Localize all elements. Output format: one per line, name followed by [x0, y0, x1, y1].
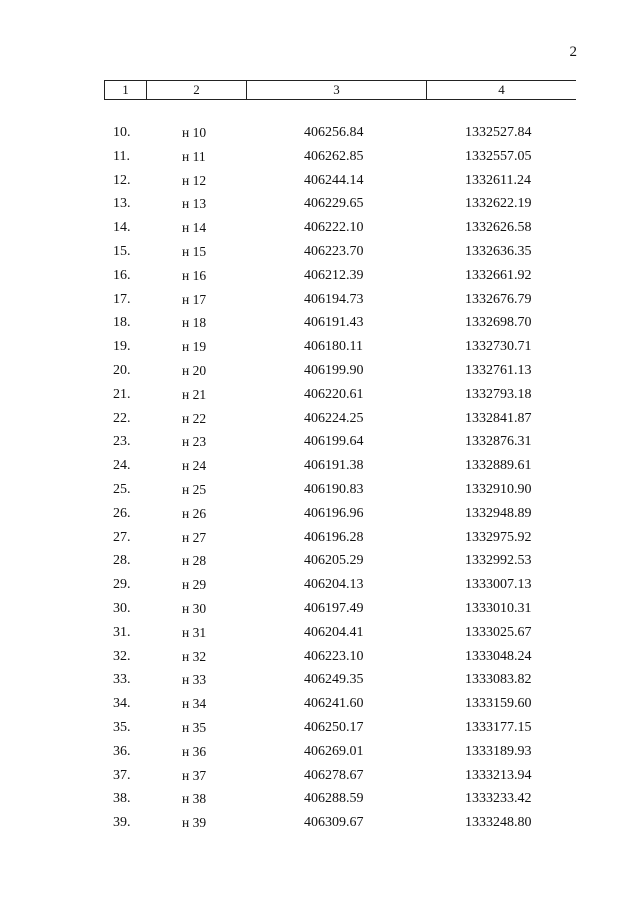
row-number: 16. — [113, 267, 131, 283]
coordinate-x: 406205.29 — [304, 553, 364, 569]
table-row — [104, 216, 576, 240]
point-label: н 13 — [182, 196, 207, 212]
point-label: н 25 — [182, 481, 207, 497]
point-label: н 37 — [182, 767, 207, 783]
coordinate-x: 406180.11 — [304, 339, 363, 355]
row-number: 34. — [113, 696, 131, 712]
point-label: н 12 — [182, 172, 207, 188]
coordinate-x: 406241.60 — [304, 696, 364, 712]
header-col-4: 4 — [426, 81, 576, 99]
coordinate-y: 1333189.93 — [465, 743, 532, 759]
coordinate-y: 1333010.31 — [465, 600, 532, 616]
coordinate-y: 1332626.58 — [465, 220, 532, 236]
point-label: н 29 — [182, 577, 207, 593]
point-label: н 15 — [182, 243, 207, 259]
header-col-3: 3 — [246, 81, 426, 99]
coordinate-x: 406196.96 — [304, 505, 364, 521]
coordinate-x: 406204.13 — [304, 577, 364, 593]
coordinate-y: 1332527.84 — [465, 125, 532, 140]
coordinate-x: 406229.65 — [304, 196, 364, 212]
table-row — [104, 359, 576, 383]
point-label: н 23 — [182, 434, 207, 450]
coordinate-x: 406249.35 — [304, 672, 364, 688]
coordinate-x: 406224.25 — [304, 410, 364, 426]
coordinate-x: 406220.61 — [304, 386, 364, 402]
table-row — [104, 740, 576, 764]
coordinate-y: 1332992.53 — [465, 553, 532, 569]
header-col-2: 2 — [146, 81, 246, 99]
page-number: 2 — [569, 44, 577, 60]
coordinate-x: 406194.73 — [304, 291, 364, 307]
row-number: 38. — [113, 791, 131, 807]
row-number: 33. — [113, 672, 131, 688]
table-row — [104, 383, 576, 407]
row-number: 22. — [113, 410, 131, 426]
table-row — [104, 407, 576, 431]
coordinate-x: 406222.10 — [304, 220, 364, 236]
coordinate-x: 406223.10 — [304, 648, 364, 664]
point-label: н 16 — [182, 267, 207, 283]
coordinate-y: 1333048.24 — [465, 648, 532, 664]
table-row — [104, 787, 576, 811]
coordinate-x: 406256.84 — [304, 125, 364, 140]
point-label: н 11 — [182, 148, 206, 164]
table-row — [104, 645, 576, 669]
row-number: 23. — [113, 434, 131, 450]
coordinate-x: 406288.59 — [304, 791, 364, 807]
row-number: 11. — [113, 148, 130, 164]
point-label: н 31 — [182, 624, 207, 640]
coordinate-y: 1333177.15 — [465, 719, 532, 735]
point-label: н 33 — [182, 672, 207, 688]
coordinate-x: 406190.83 — [304, 481, 364, 497]
table-row — [104, 597, 576, 621]
coordinate-y: 1332730.71 — [465, 339, 532, 355]
table-row — [104, 240, 576, 264]
coordinate-x: 406191.43 — [304, 315, 364, 331]
coordinate-y: 1333007.13 — [465, 577, 532, 593]
coordinate-y: 1332876.31 — [465, 434, 532, 450]
table-row — [104, 145, 576, 169]
row-number: 29. — [113, 577, 131, 593]
coordinate-x: 406262.85 — [304, 148, 364, 164]
point-label: н 36 — [182, 743, 207, 759]
row-number: 14. — [113, 220, 131, 236]
coordinate-x: 406269.01 — [304, 743, 364, 759]
coordinate-y: 1332761.13 — [465, 362, 532, 378]
coordinates-table-body — [104, 121, 576, 835]
table-row — [104, 264, 576, 288]
row-number: 30. — [113, 600, 131, 616]
table-row — [104, 811, 576, 835]
coordinate-y: 1332636.35 — [465, 243, 532, 259]
coordinate-x: 406191.38 — [304, 458, 364, 474]
point-label: н 21 — [182, 386, 207, 402]
point-label: н 32 — [182, 648, 207, 664]
coordinate-y: 1332793.18 — [465, 386, 532, 402]
row-number: 36. — [113, 743, 131, 759]
point-label: н 17 — [182, 291, 207, 307]
table-row — [104, 430, 576, 454]
coordinate-y: 1332975.92 — [465, 529, 532, 545]
table-row — [104, 478, 576, 502]
point-label: н 30 — [182, 600, 207, 616]
coordinate-y: 1332622.19 — [465, 196, 532, 212]
row-number: 19. — [113, 339, 131, 355]
coordinate-y: 1333233.42 — [465, 791, 532, 807]
table-row — [104, 692, 576, 716]
coordinate-x: 406199.90 — [304, 362, 364, 378]
row-number: 17. — [113, 291, 131, 307]
table-row — [104, 549, 576, 573]
table-row — [104, 668, 576, 692]
row-number: 12. — [113, 172, 131, 188]
point-label: н 14 — [182, 220, 207, 236]
row-number: 15. — [113, 243, 131, 259]
table-row — [104, 169, 576, 193]
coordinate-y: 1333083.82 — [465, 672, 532, 688]
coordinate-y: 1333159.60 — [465, 696, 532, 712]
coordinate-x: 406278.67 — [304, 767, 364, 783]
coordinate-y: 1332910.90 — [465, 481, 532, 497]
table-row — [104, 502, 576, 526]
row-number: 27. — [113, 529, 131, 545]
point-label: н 19 — [182, 339, 207, 355]
table-row — [104, 121, 576, 145]
coordinate-x: 406250.17 — [304, 719, 364, 735]
table-header — [104, 80, 576, 100]
row-number: 39. — [113, 815, 131, 831]
row-number: 13. — [113, 196, 131, 212]
table-row — [104, 454, 576, 478]
coordinate-y: 1332676.79 — [465, 291, 532, 307]
row-number: 31. — [113, 624, 131, 640]
coordinate-x: 406204.41 — [304, 624, 364, 640]
point-label: н 38 — [182, 791, 207, 807]
point-label: н 34 — [182, 696, 207, 712]
table-row — [104, 621, 576, 645]
point-label: н 24 — [182, 458, 207, 474]
table-row — [104, 288, 576, 312]
point-label: н 28 — [182, 553, 207, 569]
point-label: н 22 — [182, 410, 207, 426]
header-col-1: 1 — [104, 81, 146, 99]
coordinate-y: 1333025.67 — [465, 624, 532, 640]
coordinate-y: 1332841.87 — [465, 410, 532, 426]
coordinate-x: 406244.14 — [304, 172, 364, 188]
point-label: н 18 — [182, 315, 207, 331]
row-number: 28. — [113, 553, 131, 569]
coordinate-x: 406223.70 — [304, 243, 364, 259]
table-row — [104, 192, 576, 216]
coordinate-x: 406212.39 — [304, 267, 364, 283]
coordinate-y: 1333213.94 — [465, 767, 532, 783]
row-number: 21. — [113, 386, 131, 402]
table-row — [104, 526, 576, 550]
coordinate-y: 1332948.89 — [465, 505, 532, 521]
row-number: 18. — [113, 315, 131, 331]
point-label: н 39 — [182, 815, 207, 831]
table-row — [104, 716, 576, 740]
row-number: 24. — [113, 458, 131, 474]
coordinate-x: 406196.28 — [304, 529, 364, 545]
coordinate-y: 1332661.92 — [465, 267, 532, 283]
table-row — [104, 335, 576, 359]
row-number: 35. — [113, 719, 131, 735]
row-number: 25. — [113, 481, 131, 497]
coordinate-y: 1332698.70 — [465, 315, 532, 331]
point-label: н 26 — [182, 505, 207, 521]
point-label: н 35 — [182, 719, 207, 735]
table-row — [104, 573, 576, 597]
table-row — [104, 311, 576, 335]
point-label: н 10 — [182, 125, 207, 140]
coordinate-x: 406309.67 — [304, 815, 364, 831]
coordinate-y: 1332889.61 — [465, 458, 532, 474]
row-number: 10. — [113, 125, 131, 140]
row-number: 20. — [113, 362, 131, 378]
row-number: 26. — [113, 505, 131, 521]
table-row — [104, 764, 576, 788]
coordinate-y: 1332611.24 — [465, 172, 531, 188]
coordinate-x: 406197.49 — [304, 600, 364, 616]
point-label: н 20 — [182, 362, 207, 378]
coordinate-x: 406199.64 — [304, 434, 364, 450]
row-number: 37. — [113, 767, 131, 783]
row-number: 32. — [113, 648, 131, 664]
coordinate-y: 1332557.05 — [465, 148, 532, 164]
coordinate-y: 1333248.80 — [465, 815, 532, 831]
point-label: н 27 — [182, 529, 207, 545]
